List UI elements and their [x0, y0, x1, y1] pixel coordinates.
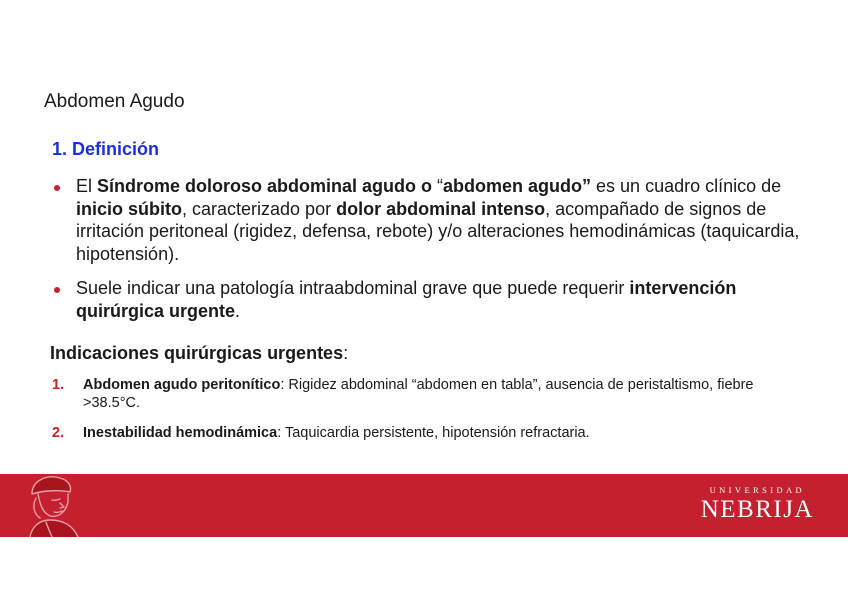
bullet-text: Suele indicar una patología intraabdominal grave que puede requerir intervención quirúrgica urgente.	[76, 278, 737, 321]
definition-bullet-list	[52, 175, 812, 322]
indication-term: Inestabilidad hemodinámica	[83, 425, 278, 441]
indication-term: Abdomen agudo peritonítico	[83, 377, 281, 393]
bullet-item	[52, 175, 812, 265]
portrait-logo-icon	[22, 474, 92, 537]
indication-description: : Rigidez abdominal “abdomen en tabla”, ausencia de peristaltismo, fiebre >38.5°C.	[83, 377, 754, 411]
indication-item	[52, 424, 772, 442]
item-number: 2.	[52, 425, 65, 441]
item-number: 1.	[52, 377, 65, 393]
section-heading: 1. Definición	[52, 139, 160, 159]
footer-band	[0, 474, 848, 537]
slide-title: Abdomen Agudo	[44, 91, 185, 112]
university-brand	[701, 485, 814, 524]
bullet-item	[52, 277, 812, 322]
bullet-dot-icon	[54, 287, 60, 293]
brand-name: NEBRIJA	[700, 496, 814, 523]
indication-description: : Taquicardia persistente, hipotensión refractaria.	[277, 425, 590, 441]
indication-item	[52, 376, 772, 412]
bullet-text: El Síndrome doloroso abdominal agudo o “abdomen agudo” es un cuadro clínico de inicio súbito, caracterizado por dolor abdominal intenso, acompañado de signos de irritación peritoneal (rigidez, defensa, rebote) y/o alteraciones hemodinámicas (taquicardia, hipotensión).	[76, 176, 800, 264]
indications-heading: Indicaciones quirúrgicas urgentes:	[50, 343, 349, 363]
bullet-dot-icon	[54, 185, 60, 191]
indications-list	[52, 376, 772, 442]
brand-small-text: UNIVERSIDAD	[709, 485, 806, 495]
